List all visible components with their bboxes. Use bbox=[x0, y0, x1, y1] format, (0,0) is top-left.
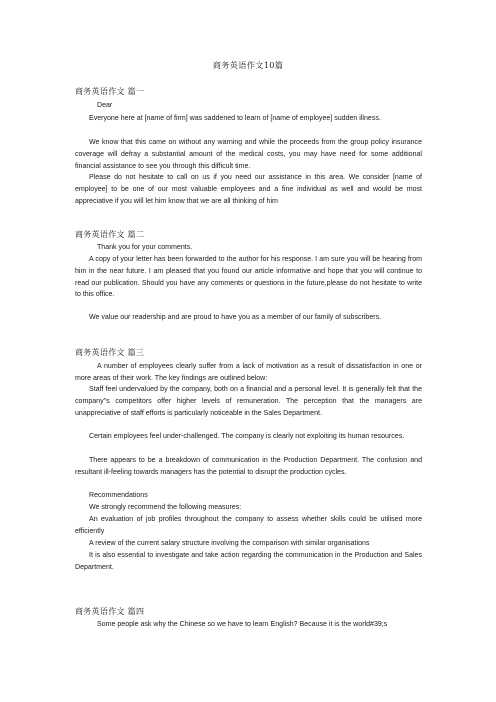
paragraph: We strongly recommend the following measures: bbox=[89, 504, 242, 511]
paragraph: Certain employees feel under-challenged. The company is clearly not exploiting its human resources. bbox=[89, 433, 405, 440]
section-heading-4: 商务英语作文 篇四 bbox=[75, 607, 145, 616]
paragraph: An evaluation of job profiles throughout the company to assess whether skills could be utilised more efficiently bbox=[75, 516, 422, 535]
paragraph: Dear bbox=[97, 102, 113, 109]
paragraph: Recommendations bbox=[89, 492, 148, 499]
paragraph: A copy of your letter has been forwarded to the author for his response. I am sure you will be hearing from him in the near future. I am pleased that you found our article informative and hope that you will continue to read our publication. Should you have any comments or questions in the future,please do not hesitate to write to this office. bbox=[75, 256, 422, 299]
section-heading-1: 商务英语作文 篇一 bbox=[75, 87, 145, 96]
paragraph: There appears to be a breakdown of communication in the Production Department. The confusion and resultant ill-feeling towards managers has the potential to disrupt the production cycles. bbox=[75, 457, 422, 476]
paragraph: We know that this came on without any warning and while the proceeds from the group policy insurance coverage will defray a substantial amount of the medical costs, you may have need for some additional financial assistance to see you through this difficult time. bbox=[75, 139, 422, 170]
paragraph: A number of employees clearly suffer from a lack of motivation as a result of dissatisfaction in one or more areas of their work. The key findings are outlined below: bbox=[75, 363, 422, 382]
paragraph: Some people ask why the Chinese so we have to learn English? Because it is the world#39;s bbox=[97, 621, 388, 628]
paragraph: Thank you for your comments. bbox=[97, 244, 193, 251]
paragraph: It is also essential to investigate and take action regarding the communication in the Production and Sales Department. bbox=[75, 552, 422, 571]
paragraph: A review of the current salary structure involving the comparison with similar organisations bbox=[89, 540, 370, 547]
paragraph: Staff feel undervalued by the company, both on a financial and a personal level. It is generally felt that the company"s competitors offer higher levels of remuneration. The perception that the managers are unappreciative of staff efforts is particularly noticeable in the Sales Department. bbox=[75, 386, 422, 417]
section-heading-3: 商务英语作文 篇三 bbox=[75, 348, 145, 357]
section-heading-2: 商务英语作文 篇二 bbox=[75, 230, 145, 239]
paragraph: We value our readership and are proud to have you as a member of our family of subscribers. bbox=[89, 314, 382, 321]
document-title: 商务英语作文10篇 bbox=[212, 60, 284, 70]
paragraph: Everyone here at [name of firm] was saddened to learn of [name of employee] sudden illness. bbox=[89, 115, 381, 122]
paragraph: Please do not hesitate to call on us if you need our assistance in this area. We consider [name of employee] to be one of our most valuable employees and a fine individual as well and would be most appreciative if you will let him know that we are all thinking of him bbox=[75, 174, 422, 205]
